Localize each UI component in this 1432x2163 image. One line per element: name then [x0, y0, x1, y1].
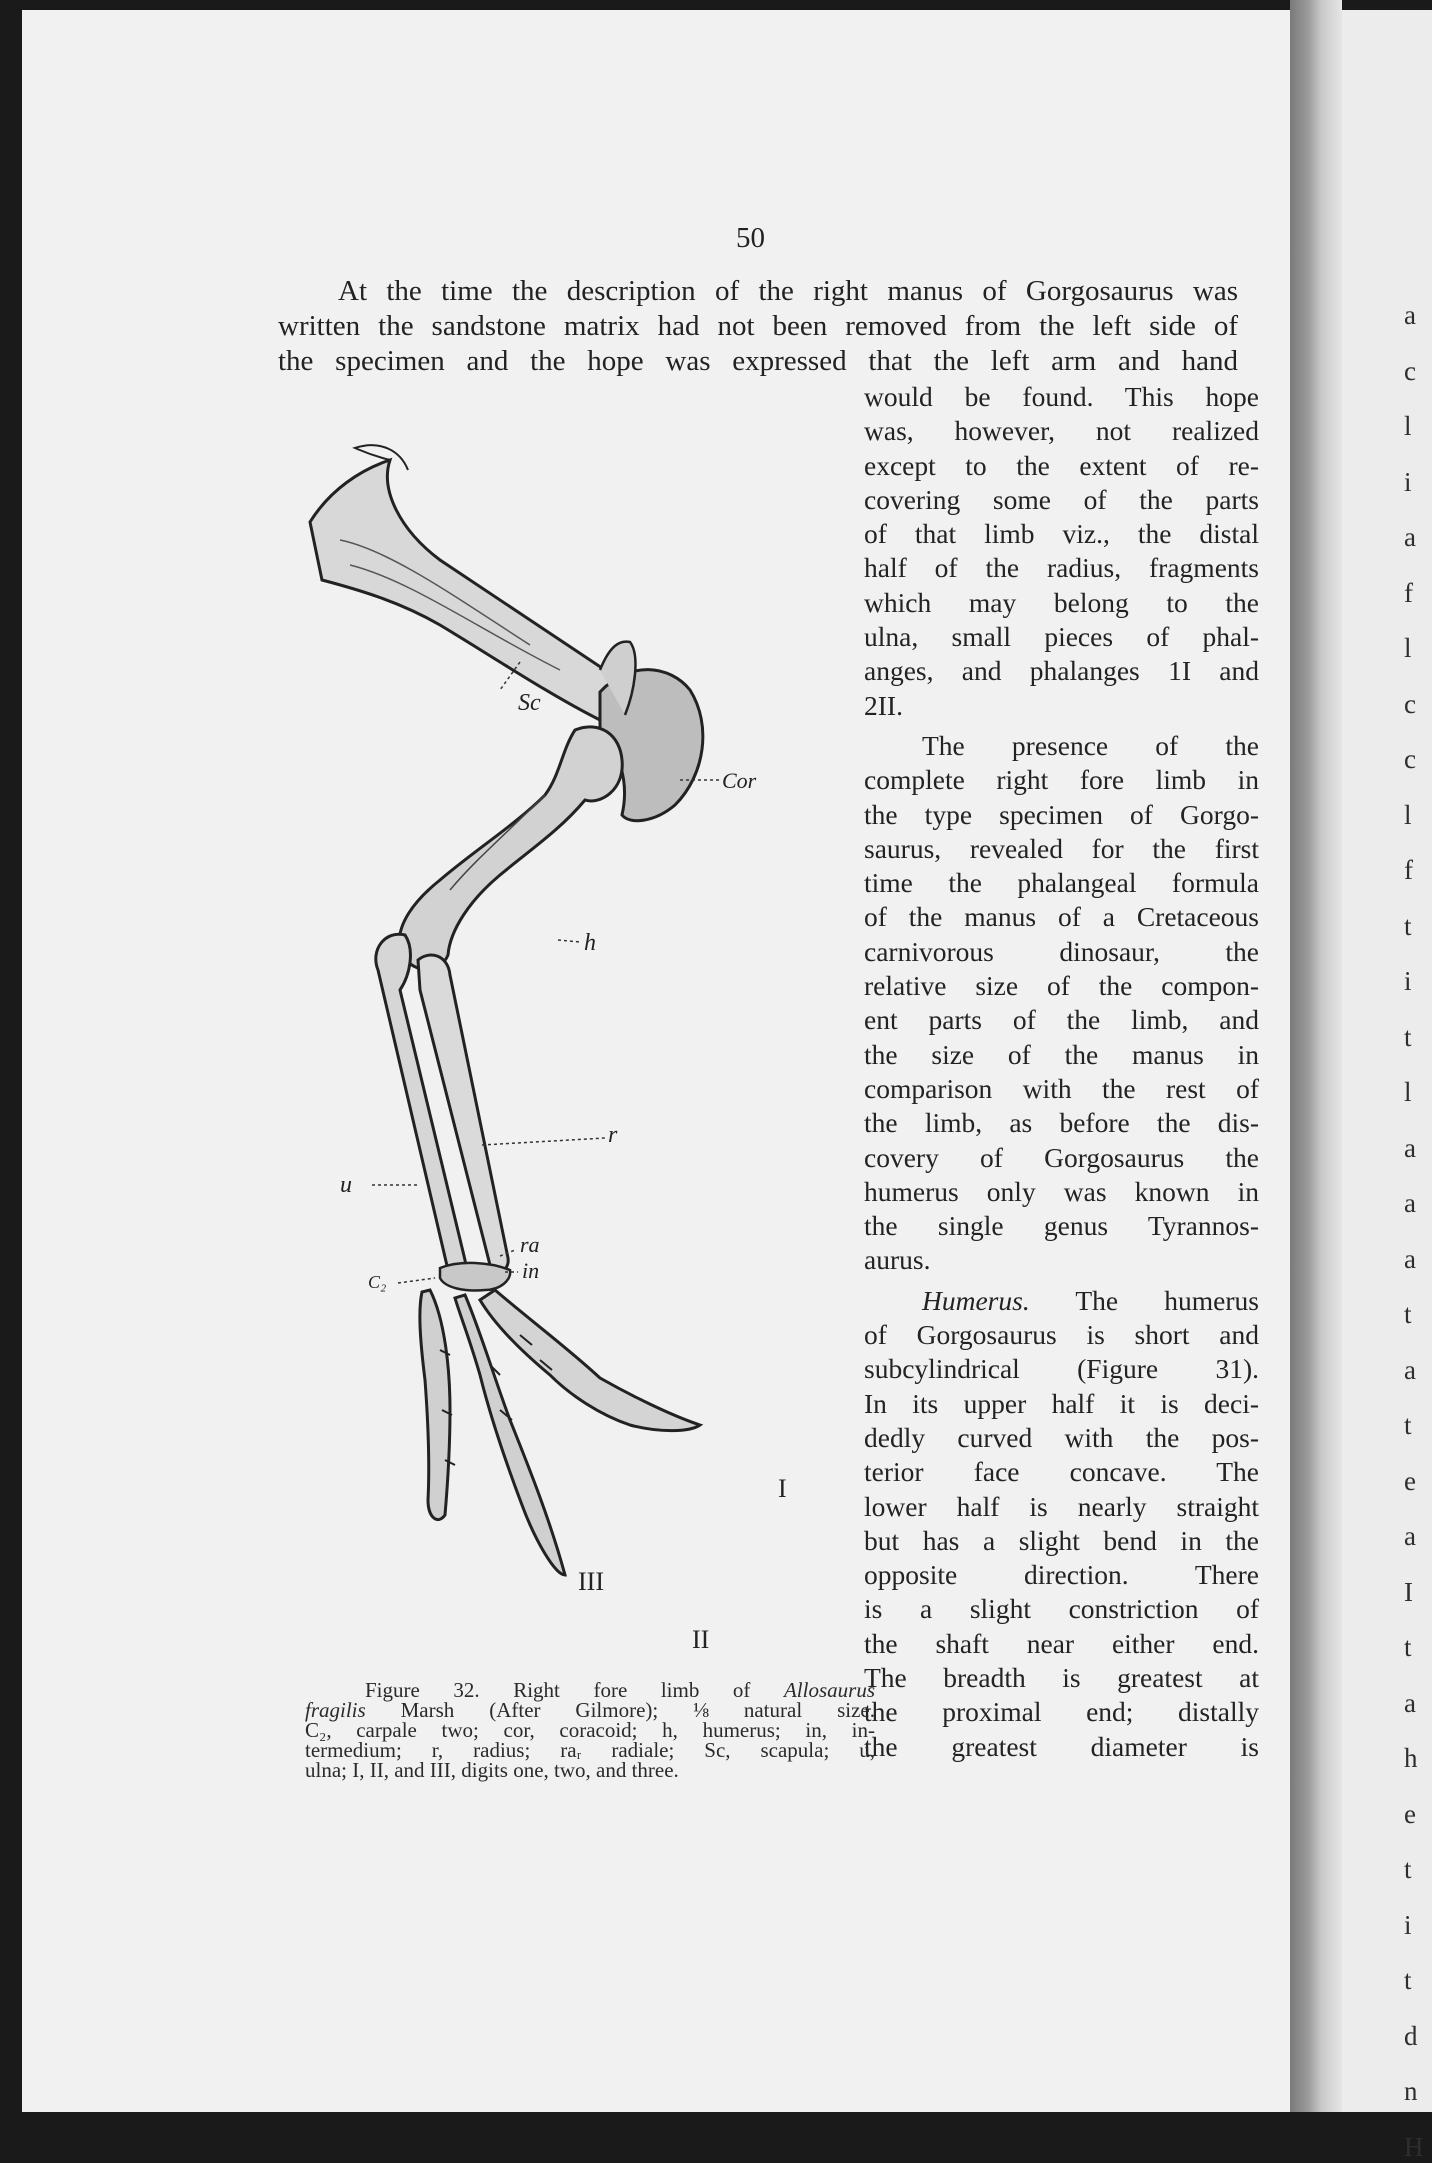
facing-page-fragment: f: [1404, 855, 1413, 885]
caption-species: fragilis: [305, 1698, 366, 1722]
page-number: 50: [736, 222, 765, 254]
caption-line: [305, 1680, 875, 1700]
caption-text: Figure 32. Right fore limb of: [365, 1678, 784, 1702]
text-line: ent parts of the limb, and: [864, 1004, 1259, 1036]
text-line: the greatest diameter is: [864, 1730, 1259, 1762]
facing-page-fragment: a: [1404, 1687, 1416, 1718]
heading-rest: The humerus: [1075, 1284, 1259, 1316]
label-digit-two: II: [692, 1625, 710, 1650]
figure-32: [300, 430, 820, 1650]
text-line: the single genus Tyrannos-: [864, 1210, 1259, 1242]
facing-page-edge: [1342, 10, 1432, 2162]
facing-page-fragment: a: [1404, 1243, 1416, 1274]
paragraph-3: [864, 1284, 1259, 1764]
text-line: humerus only was known in: [864, 1175, 1259, 1207]
label-radius: r: [608, 1122, 618, 1148]
humerus-heading: Humerus.: [922, 1284, 1030, 1316]
text-line: the limb, as before the dis-: [864, 1107, 1259, 1139]
facing-page-fragment: t: [1404, 1410, 1412, 1440]
text-line: subcylindrical (Figure 31).: [864, 1353, 1259, 1385]
caption-species: Allosaurus: [783, 1678, 875, 1702]
label-carpale-two: C₂: [368, 1272, 387, 1292]
facing-page-fragment: t: [1404, 1965, 1412, 1995]
text-line: of that limb viz., the distal: [864, 518, 1259, 550]
text-line: would be found. This hope: [864, 381, 1259, 412]
text-line: of the manus of a Cretaceous: [864, 901, 1259, 933]
text-line: [864, 1284, 1259, 1318]
text-line: time the phalangeal formula: [864, 867, 1259, 899]
facing-page-fragment: e: [1404, 1798, 1416, 1829]
text-column: [864, 380, 1259, 1764]
label-radiale: ra: [520, 1232, 540, 1257]
text-line: the type specimen of Gorgo-: [864, 798, 1259, 830]
facing-page-fragment: h: [1404, 1743, 1418, 1773]
paragraph-2: [864, 729, 1259, 1278]
label-scapula: Sc: [518, 690, 541, 716]
text-line: the proximal end; distally: [864, 1696, 1259, 1728]
caption-line: [305, 1700, 875, 1720]
text-line: 2II.: [864, 689, 903, 721]
facing-page-fragment: l: [1404, 411, 1412, 441]
facing-page-fragment: t: [1404, 1021, 1412, 1052]
facing-page-fragment: i: [1404, 1909, 1412, 1940]
caption-line: termedium; r, radius; raᵣ radiale; Sc, scapula; u,: [305, 1738, 875, 1762]
digit-one: [480, 1290, 700, 1431]
label-humerus: h: [584, 930, 596, 956]
label-intermedium: in: [522, 1258, 540, 1283]
text-line: complete right fore limb in: [864, 764, 1259, 796]
text-line: the specimen and the hope was expressed that the left arm and hand: [278, 345, 1238, 377]
facing-page-fragment: a: [1404, 300, 1416, 330]
facing-page-fragment: f: [1404, 577, 1413, 608]
facing-page-fragment: i: [1404, 966, 1412, 996]
text-line: In its upper half it is deci-: [864, 1387, 1259, 1419]
facing-page-fragment: I: [1404, 1576, 1413, 1607]
text-line: comparison with the rest of: [864, 1072, 1259, 1104]
text-line: carnivorous dinosaur, the: [864, 935, 1259, 967]
facing-page-fragment: d: [1404, 2020, 1418, 2051]
text-line: was, however, not realized: [864, 415, 1259, 447]
paragraph-1: [864, 380, 1259, 723]
text-line: opposite direction. There: [864, 1559, 1259, 1591]
facing-page-fragment: n: [1404, 2076, 1418, 2106]
facing-page-fragment: l: [1404, 799, 1412, 830]
facing-page-fragment: a: [1404, 522, 1416, 552]
facing-page-fragment: c: [1404, 744, 1416, 774]
text-line: dedly curved with the pos-: [864, 1421, 1259, 1453]
facing-page-fragment: t: [1404, 910, 1412, 941]
caption-line: C₂, carpale two; cor, coracoid; h, humerus; in, in-: [305, 1718, 875, 1742]
label-ulna: u: [340, 1172, 352, 1198]
text-line: saurus, revealed for the first: [864, 832, 1259, 864]
text-line: lower half is nearly straight: [864, 1490, 1259, 1522]
text-line: covering some of the parts: [864, 483, 1259, 515]
facing-page-fragment: t: [1404, 1632, 1412, 1662]
text-line: At the time the description of the right manus of Gorgosaurus was: [338, 275, 1238, 307]
text-line: aurus.: [864, 1244, 931, 1276]
facing-page-fragment: a: [1404, 1521, 1416, 1551]
text-line: terior face concave. The: [864, 1456, 1259, 1488]
text-line: except to the extent of re-: [864, 449, 1259, 481]
fore-limb-illustration: [300, 430, 820, 1650]
carpal-bones: [440, 1263, 510, 1291]
text-line: but has a slight bend in the: [864, 1524, 1259, 1556]
text-line: anges, and phalanges 1I and: [864, 655, 1259, 687]
caption-line: ulna; I, II, and III, digits one, two, and three.: [305, 1758, 679, 1782]
facing-page-fragment: l: [1404, 1077, 1412, 1107]
digit-three: [420, 1290, 450, 1520]
facing-page-fragment: c: [1404, 688, 1416, 719]
facing-page-fragment: i: [1404, 466, 1412, 497]
text-line: of Gorgosaurus is short and: [864, 1319, 1259, 1351]
text-line: ulna, small pieces of phal-: [864, 621, 1259, 653]
text-line: half of the radius, fragments: [864, 552, 1259, 584]
facing-page-fragment: H: [1404, 2131, 1424, 2162]
facing-page-fragment: a: [1404, 1354, 1416, 1385]
text-line: written the sandstone matrix had not been removed from the left side of: [278, 310, 1238, 342]
facing-page-fragment: e: [1404, 1465, 1416, 1496]
text-line: The breadth is greatest at: [864, 1661, 1259, 1693]
text-line: covery of Gorgosaurus the: [864, 1141, 1259, 1173]
text-line: The presence of the: [922, 729, 1259, 761]
radius-bone: [418, 955, 508, 1271]
text-line: which may belong to the: [864, 586, 1259, 618]
facing-page-fragment: l: [1404, 633, 1412, 663]
text-line: the size of the manus in: [864, 1038, 1259, 1070]
text-line: the shaft near either end.: [864, 1627, 1259, 1659]
label-coracoid: Cor: [722, 768, 757, 793]
text-line: relative size of the compon-: [864, 970, 1259, 1002]
label-digit-three: III: [578, 1567, 604, 1596]
intro-paragraph: [278, 274, 1238, 379]
book-spine: [1290, 0, 1342, 2112]
figure-caption: [305, 1680, 875, 1780]
facing-page-fragment: a: [1404, 1132, 1416, 1163]
facing-page-fragment: t: [1404, 1854, 1412, 1884]
caption-text: Marsh (After Gilmore); ⅛ natural size.: [365, 1698, 875, 1722]
text-line: is a slight constriction of: [864, 1593, 1259, 1625]
facing-page-fragment: t: [1404, 1299, 1412, 1329]
scapula-bone: [310, 460, 624, 720]
label-digit-one: I: [778, 1474, 787, 1503]
facing-page-fragment: c: [1404, 355, 1416, 386]
facing-page-fragment: a: [1404, 1188, 1416, 1218]
